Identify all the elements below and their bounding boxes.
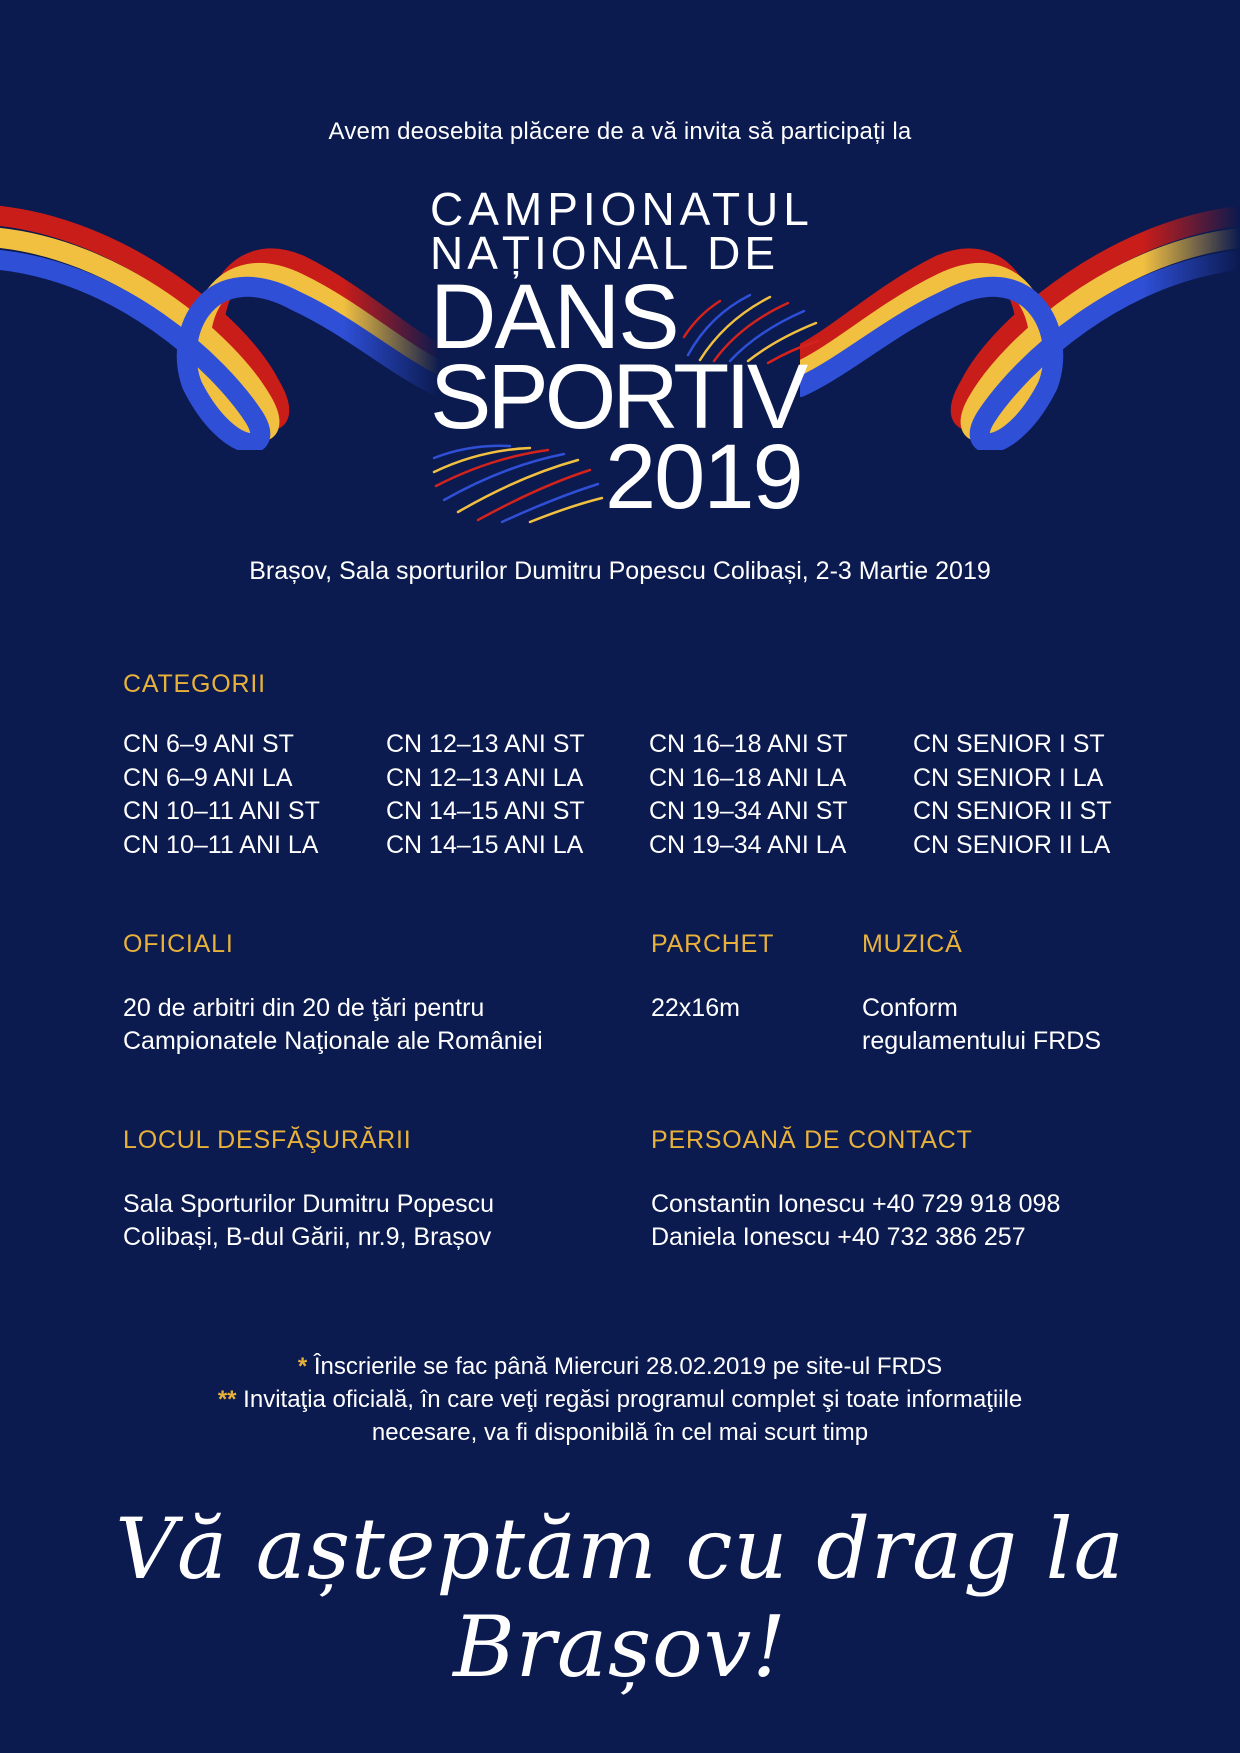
note-1-text: Înscrierile se fac până Miercuri 28.02.2019 pe site-ul FRDS xyxy=(313,1353,943,1380)
category-item: CN SENIOR I ST xyxy=(913,730,1105,758)
note-1 xyxy=(0,1350,1240,1383)
categories-column xyxy=(386,728,585,862)
category-item: CN SENIOR II LA xyxy=(913,830,1111,859)
category-item: CN SENIOR I LA xyxy=(913,763,1104,792)
note-2-text: Invitaţia oficială, în care veţi regăsi programul complet şi toate informaţiile xyxy=(243,1386,1023,1413)
flag-ribbon-left xyxy=(0,205,440,450)
dance-streaks-bottom-icon xyxy=(430,440,605,525)
officials-heading: OFICIALI xyxy=(123,930,234,958)
contact-line: Constantin Ionescu +40 729 918 098 xyxy=(651,1190,1061,1218)
floor-text xyxy=(651,992,740,1025)
category-item: CN 10–11 ANI LA xyxy=(123,830,319,859)
category-item: CN 10–11 ANI ST xyxy=(123,797,320,825)
closing-message: Vă așteptăm cu drag la Brașov! xyxy=(115,1500,1125,1696)
category-item: CN 19–34 ANI ST xyxy=(649,797,848,825)
music-line: regulamentului FRDS xyxy=(862,1027,1101,1055)
category-item: CN 6–9 ANI LA xyxy=(123,763,293,792)
flag-ribbon-right xyxy=(800,205,1240,450)
music-line: Conform xyxy=(862,994,958,1022)
categories-column xyxy=(123,728,320,862)
categories-heading: CATEGORII xyxy=(123,670,266,698)
music-heading: MUZICĂ xyxy=(862,930,963,958)
category-item: CN 16–18 ANI ST xyxy=(649,730,848,758)
category-item: CN 12–13 ANI ST xyxy=(386,730,585,758)
logo-line-5: 2019 xyxy=(605,426,802,528)
floor-size: 22x16m xyxy=(651,994,740,1022)
note-1-marker: * xyxy=(297,1353,308,1380)
categories-column xyxy=(649,728,848,862)
officials-line: Campionatele Naţionale ale României xyxy=(123,1027,543,1055)
logo-line-2: NAȚIONAL DE xyxy=(430,227,780,279)
music-text xyxy=(862,992,1101,1058)
category-item: CN 6–9 ANI ST xyxy=(123,730,294,758)
venue-line: Sala Sporturilor Dumitru Popescu xyxy=(123,1190,494,1218)
venue-line: Colibași, B-dul Gării, nr.9, Brașov xyxy=(123,1223,492,1251)
note-2-marker: ** xyxy=(217,1386,237,1413)
floor-heading: PARCHET xyxy=(651,930,775,958)
contact-text xyxy=(651,1188,1060,1254)
category-item: CN 14–15 ANI LA xyxy=(386,830,584,859)
category-item: CN 19–34 ANI LA xyxy=(649,830,847,859)
categories-column xyxy=(913,728,1112,862)
logo-line-1: CAMPIONATUL xyxy=(430,183,814,235)
category-item: CN 14–15 ANI ST xyxy=(386,797,585,825)
officials-line: 20 de arbitri din 20 de ţări pentru xyxy=(123,994,485,1022)
note-2-continued: necesare, va fi disponibilă în cel mai scurt timp xyxy=(371,1419,869,1446)
contact-heading: PERSOANĂ DE CONTACT xyxy=(651,1126,973,1154)
dance-streaks-top-icon xyxy=(680,285,820,365)
notes xyxy=(0,1350,1240,1449)
venue-heading: LOCUL DESFĂŞURĂRII xyxy=(123,1126,412,1154)
category-item: CN 16–18 ANI LA xyxy=(649,763,847,792)
logo-line-3: DANS xyxy=(430,266,678,368)
event-location-date: Brașov, Sala sporturilor Dumitru Popescu Colibași, 2-3 Martie 2019 xyxy=(249,557,991,585)
note-2 xyxy=(0,1383,1240,1416)
category-item: CN 12–13 ANI LA xyxy=(386,763,584,792)
logo-line-4: SPORTIV xyxy=(430,346,805,448)
category-item: CN SENIOR II ST xyxy=(913,797,1112,825)
contact-line: Daniela Ionescu +40 732 386 257 xyxy=(651,1223,1026,1251)
intro-text: Avem deosebita plăcere de a vă invita să participați la xyxy=(328,118,912,145)
venue-text xyxy=(123,1188,494,1254)
officials-text xyxy=(123,992,543,1058)
